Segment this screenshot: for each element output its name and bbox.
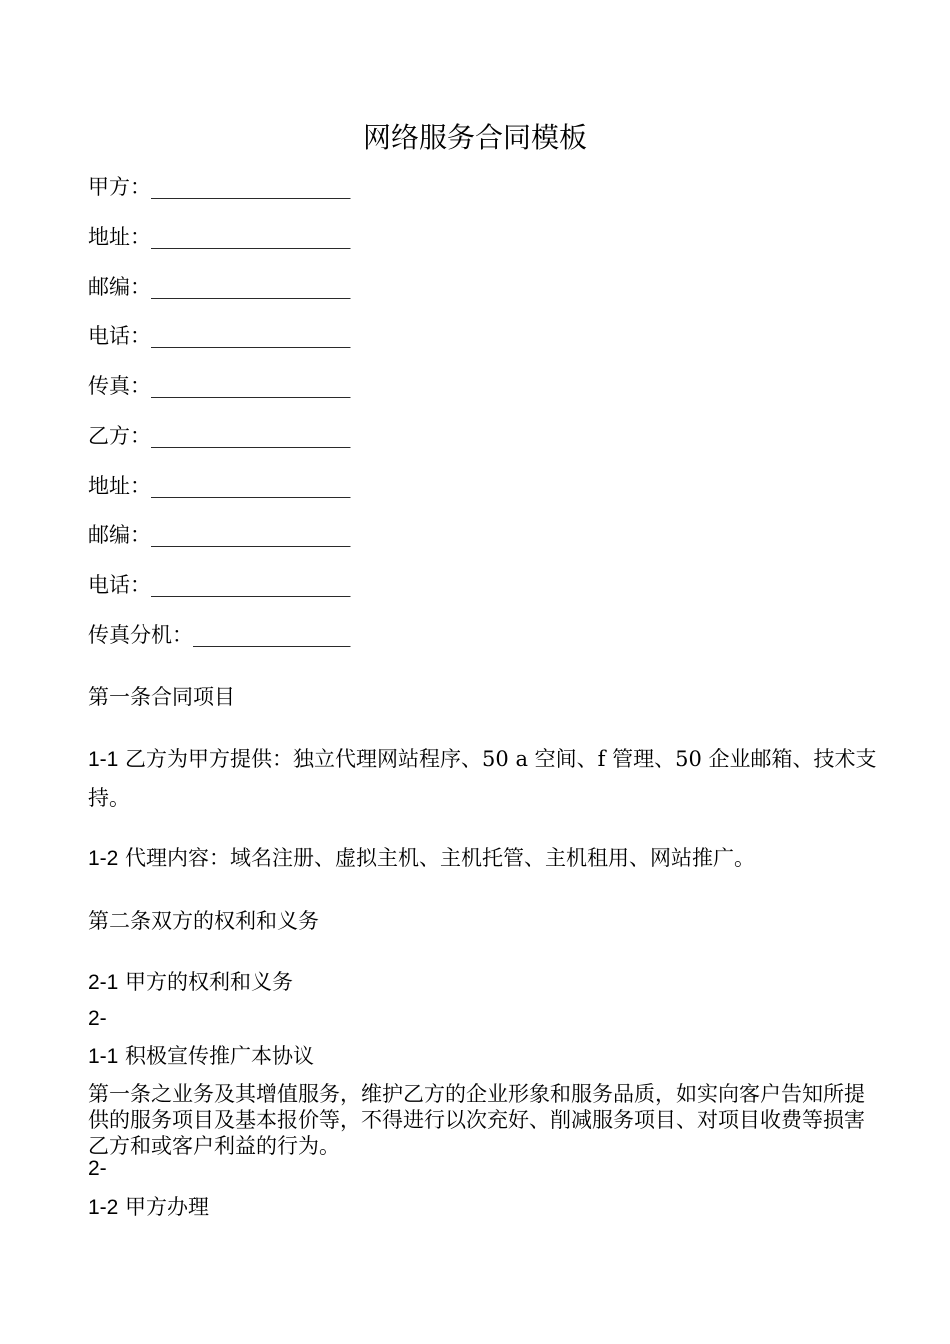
- clause-text: 甲方办理: [125, 1195, 210, 1219]
- clause-1-2-sub: [88, 1192, 209, 1223]
- clause-number: 1-1: [88, 1045, 119, 1068]
- field-label: 地址：: [88, 474, 151, 498]
- field-blank: ___________________: [151, 324, 351, 348]
- clause-1-1: [88, 740, 888, 818]
- field-label: 地址：: [88, 225, 151, 249]
- field-label: 传真分机：: [88, 623, 193, 647]
- clause-number: 1-1: [88, 748, 119, 771]
- field-blank: ___________________: [151, 225, 351, 249]
- field-blank: ___________________: [151, 175, 351, 199]
- field-address-a: [88, 222, 351, 252]
- field-label: 甲方：: [88, 175, 151, 199]
- article-1-heading: 第一条合同项目: [88, 685, 235, 709]
- field-fax-extension-b: [88, 620, 351, 650]
- clause-text: 甲方的权利和义务: [125, 970, 294, 994]
- clause-number: 1-2: [88, 1196, 119, 1219]
- field-blank: ___________________: [151, 523, 351, 547]
- clause-body-paragraph: 第一条之业务及其增值服务，维护乙方的企业形象和服务品质，如实向客户告知所提供的服务项目及基本报价等，不得进行以次充好、削减服务项目、对项目收费等损害乙方和或客户利益的行为。: [88, 1082, 865, 1158]
- field-phone-a: [88, 321, 351, 351]
- field-phone-b: [88, 570, 351, 600]
- field-postcode-b: [88, 520, 351, 550]
- field-label: 邮编：: [88, 275, 151, 299]
- clause-text: 积极宣传推广本协议: [125, 1044, 315, 1068]
- field-blank: ___________________: [151, 424, 351, 448]
- field-party-a: [88, 172, 351, 202]
- field-label: 电话：: [88, 573, 151, 597]
- clause-1-1-sub: [88, 1041, 314, 1072]
- clause-number: 1-2: [88, 847, 119, 870]
- clause-number: 2-1: [88, 971, 119, 994]
- field-address-b: [88, 471, 351, 501]
- field-label: 乙方：: [88, 424, 151, 448]
- clause-prefix-dash: 2-: [88, 1007, 107, 1030]
- field-blank: ___________________: [151, 573, 351, 597]
- field-party-b: [88, 421, 351, 451]
- clause-text: 乙方为甲方提供：独立代理网站程序、50 a 空间、f 管理、50 企业邮箱、技术支持。: [88, 747, 877, 810]
- field-blank: _______________: [193, 623, 351, 647]
- clause-text: 代理内容：域名注册、虚拟主机、主机托管、主机租用、网站推广。: [125, 846, 756, 870]
- field-blank: ___________________: [151, 374, 351, 398]
- clause-1-2: [88, 843, 755, 874]
- field-fax-a: [88, 371, 351, 401]
- field-blank: ___________________: [151, 474, 351, 498]
- field-label: 电话：: [88, 324, 151, 348]
- document-title: 网络服务合同模板: [362, 121, 587, 154]
- field-postcode-a: [88, 272, 351, 302]
- field-blank: ___________________: [151, 275, 351, 299]
- clause-2-1: [88, 967, 293, 998]
- article-2-heading: 第二条双方的权利和义务: [88, 909, 319, 933]
- field-label: 传真：: [88, 374, 151, 398]
- clause-prefix-dash: 2-: [88, 1157, 107, 1180]
- field-label: 邮编：: [88, 523, 151, 547]
